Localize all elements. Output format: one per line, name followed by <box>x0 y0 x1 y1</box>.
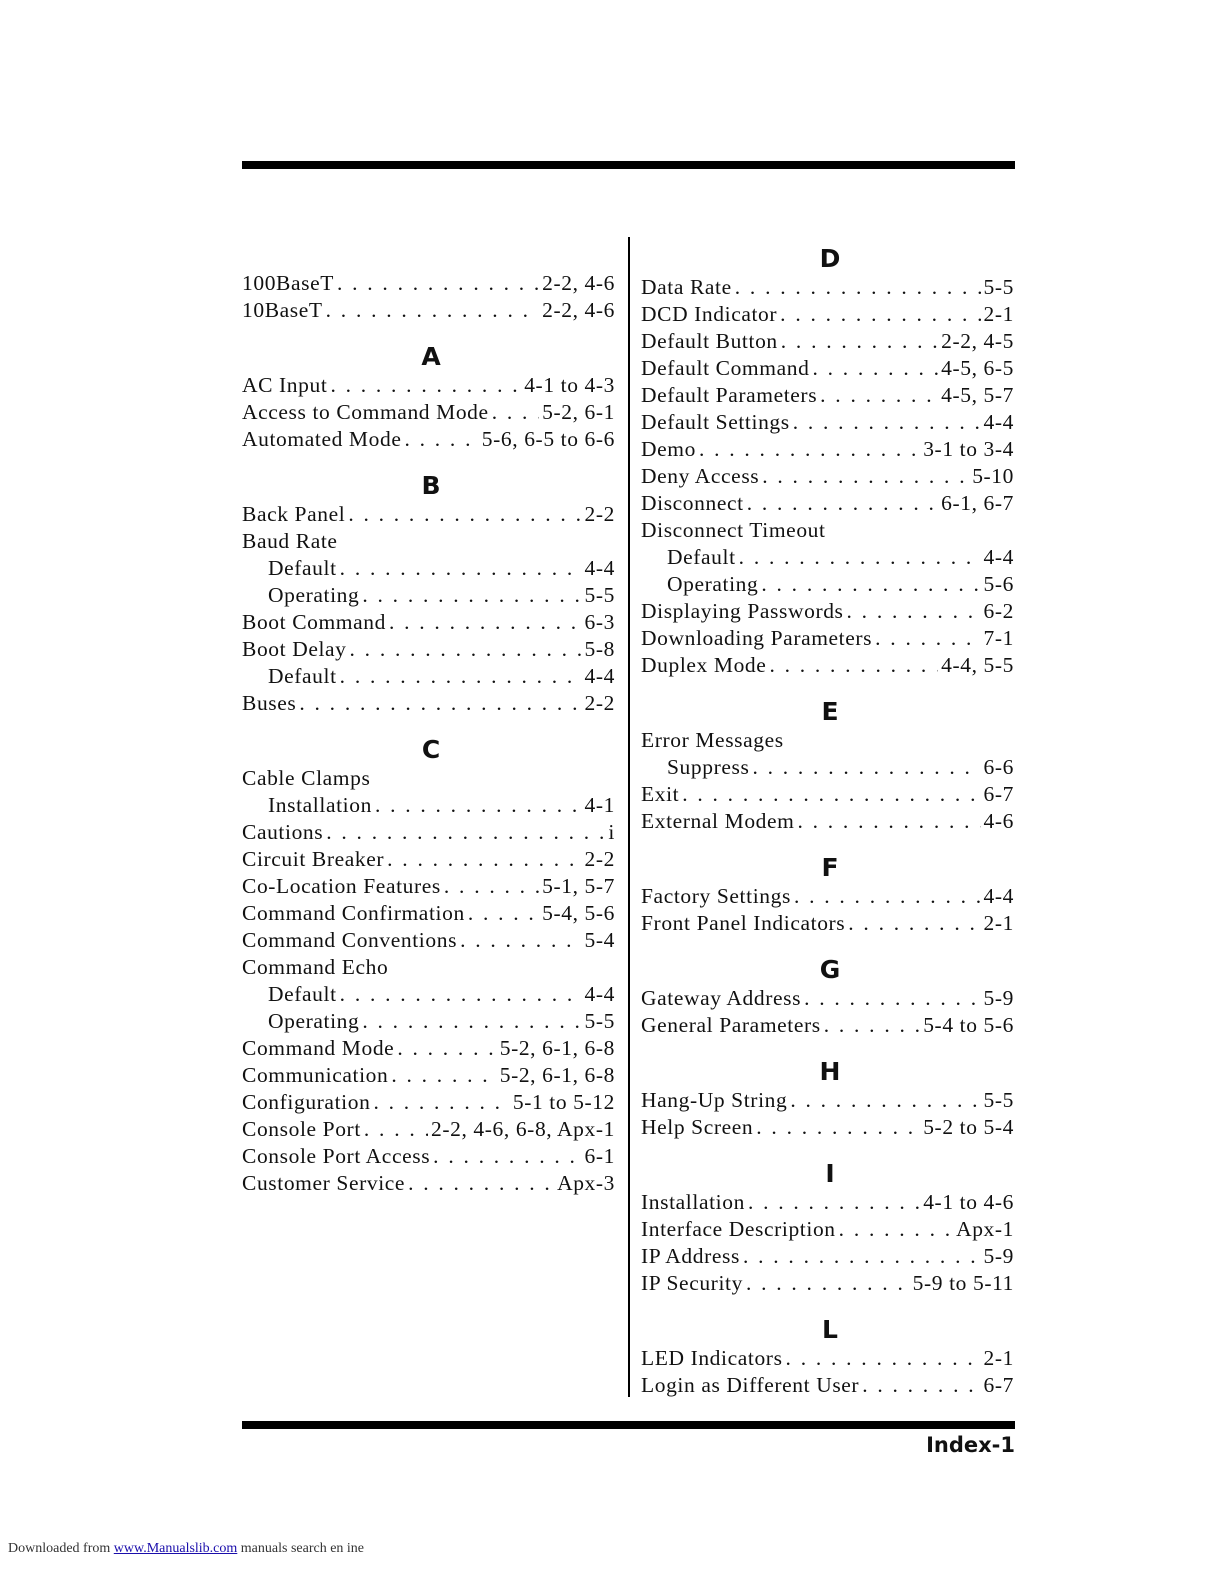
dot-leader <box>444 873 539 900</box>
index-entry <box>242 528 615 555</box>
index-term: Displaying Passwords <box>641 599 844 623</box>
index-column-left <box>242 270 615 1197</box>
index-pages: 6-6 <box>983 755 1014 779</box>
index-term: Default Settings <box>641 410 790 434</box>
index-pages: i <box>608 820 615 844</box>
dot-leader <box>340 555 582 582</box>
page-number: Index-1 <box>926 1433 1015 1457</box>
download-footer <box>8 1541 364 1557</box>
index-entry <box>242 765 615 792</box>
index-term: Hang-Up String <box>641 1088 788 1112</box>
index-term: Circuit Breaker <box>242 847 385 871</box>
index-pages: 5-2, 6-1 <box>542 400 615 424</box>
index-term: Default Command <box>641 356 810 380</box>
index-term: Boot Delay <box>242 637 347 661</box>
index-entry <box>242 636 615 663</box>
index-term: Command Mode <box>242 1036 395 1060</box>
index-entry <box>242 426 615 453</box>
index-pages: 5-6 <box>983 572 1014 596</box>
index-pages: 4-4 <box>584 982 615 1006</box>
index-term: Downloading Parameters <box>641 626 873 650</box>
index-pages: 2-1 <box>983 911 1014 935</box>
index-pages: Apx-1 <box>956 1217 1014 1241</box>
dot-leader <box>847 598 981 625</box>
dot-leader <box>375 792 582 819</box>
dot-leader <box>460 927 581 954</box>
index-entry <box>641 1114 1014 1141</box>
index-pages: 5-10 <box>972 464 1014 488</box>
index-term: Console Port <box>242 1117 361 1141</box>
dot-leader <box>389 609 582 636</box>
index-entry <box>641 910 1014 937</box>
index-entry <box>641 382 1014 409</box>
index-entry <box>641 598 1014 625</box>
index-term: Front Panel Indicators <box>641 911 846 935</box>
index-term: Operating <box>268 1009 360 1033</box>
index-entry <box>242 372 615 399</box>
index-entry <box>641 274 1014 301</box>
dot-leader <box>299 690 581 717</box>
index-term: Command Confirmation <box>242 901 465 925</box>
dot-leader <box>340 663 582 690</box>
index-subentry <box>242 792 615 819</box>
dot-leader <box>743 1243 981 1270</box>
dot-leader <box>699 436 920 463</box>
index-term: Operating <box>268 583 360 607</box>
dot-leader <box>330 372 521 399</box>
index-pages: Apx-3 <box>557 1171 615 1195</box>
index-entry <box>641 883 1014 910</box>
index-term: Configuration <box>242 1090 371 1114</box>
section-letter-c: C <box>421 735 441 764</box>
index-term: External Modem <box>641 809 795 833</box>
index-pages: 5-2 to 5-4 <box>923 1115 1014 1139</box>
section-letter-h: H <box>819 1057 841 1086</box>
index-pages: 2-2, 4-6 <box>542 271 615 295</box>
dot-leader <box>752 754 980 781</box>
index-entry <box>641 1372 1014 1399</box>
index-pages: 4-4, 5-5 <box>941 653 1014 677</box>
index-entry <box>242 1170 615 1197</box>
index-subentry <box>242 663 615 690</box>
index-term: Co-Location Features <box>242 874 441 898</box>
index-term: Deny Access <box>641 464 760 488</box>
index-subentry <box>641 754 1014 781</box>
index-pages: 2-1 <box>983 1346 1014 1370</box>
index-term: 10BaseT <box>242 298 323 322</box>
index-pages: 2-2 <box>584 502 615 526</box>
index-term: Help Screen <box>641 1115 754 1139</box>
dot-leader <box>748 1189 920 1216</box>
index-entry <box>242 1035 615 1062</box>
dot-leader <box>362 1008 581 1035</box>
index-entry <box>242 819 615 846</box>
dot-leader <box>433 1143 581 1170</box>
index-term: Communication <box>242 1063 389 1087</box>
index-entry <box>242 1116 615 1143</box>
index-pages: 2-2 <box>584 847 615 871</box>
index-entry <box>242 873 615 900</box>
section-letter-d: D <box>819 244 841 273</box>
index-term: Disconnect <box>641 491 744 515</box>
index-term: Default <box>268 556 337 580</box>
index-pages: 4-4 <box>584 556 615 580</box>
index-entry <box>641 781 1014 808</box>
index-entry <box>242 609 615 636</box>
index-term: Back Panel <box>242 502 346 526</box>
index-entry <box>641 1345 1014 1372</box>
index-entry <box>242 927 615 954</box>
dot-leader <box>364 1116 428 1143</box>
index-subentry <box>242 582 615 609</box>
dot-leader <box>682 781 980 808</box>
index-term: Error Messages <box>641 728 784 752</box>
dot-leader <box>812 355 938 382</box>
index-subentry <box>242 981 615 1008</box>
index-pages: 4-6 <box>983 809 1014 833</box>
index-term: Cable Clamps <box>242 766 371 790</box>
index-pages: 5-5 <box>584 1009 615 1033</box>
section-letter-l: L <box>822 1315 838 1344</box>
index-term: Disconnect Timeout <box>641 518 826 542</box>
index-term: Default <box>268 664 337 688</box>
dot-leader <box>468 900 539 927</box>
dot-leader <box>875 625 980 652</box>
dot-leader <box>350 636 582 663</box>
index-entry <box>641 1243 1014 1270</box>
dot-leader <box>794 883 981 910</box>
index-pages: 5-5 <box>983 1088 1014 1112</box>
index-pages: 6-1, 6-7 <box>941 491 1014 515</box>
index-term: Default Parameters <box>641 383 818 407</box>
index-entry <box>641 985 1014 1012</box>
dot-leader <box>326 819 605 846</box>
index-pages: 2-2, 4-5 <box>941 329 1014 353</box>
index-pages: 6-1 <box>584 1144 615 1168</box>
index-pages: 2-2, 4-6 <box>542 298 615 322</box>
index-pages: 4-4 <box>983 410 1014 434</box>
index-column-right <box>641 244 1014 1399</box>
index-term: 100BaseT <box>242 271 334 295</box>
index-pages: 2-2, 4-6, 6-8, Apx-1 <box>431 1117 615 1141</box>
index-pages: 4-1 <box>584 793 615 817</box>
index-term: General Parameters <box>641 1013 821 1037</box>
index-term: DCD Indicator <box>641 302 778 326</box>
index-pages: 5-2, 6-1, 6-8 <box>499 1036 615 1060</box>
index-pages: 4-5, 5-7 <box>941 383 1014 407</box>
index-term: Login as Different User <box>641 1373 860 1397</box>
section-letter-f: F <box>821 853 839 882</box>
index-term: Buses <box>242 691 297 715</box>
index-pages: 5-4 <box>584 928 615 952</box>
dot-leader <box>348 501 581 528</box>
index-term: Operating <box>667 572 759 596</box>
index-entry <box>641 625 1014 652</box>
index-subentry <box>641 544 1014 571</box>
index-entry <box>641 1087 1014 1114</box>
index-term: Command Conventions <box>242 928 458 952</box>
dot-leader <box>746 1270 910 1297</box>
index-term: Console Port Access <box>242 1144 431 1168</box>
dot-leader <box>793 409 981 436</box>
dot-leader <box>797 808 980 835</box>
index-pages: 3-1 to 3-4 <box>923 437 1014 461</box>
dot-leader <box>373 1089 509 1116</box>
index-pages: 6-2 <box>983 599 1014 623</box>
index-term: Default <box>268 982 337 1006</box>
dot-leader <box>747 490 938 517</box>
index-entry <box>641 409 1014 436</box>
index-term: Interface Description <box>641 1217 836 1241</box>
index-pages: 6-7 <box>983 1373 1014 1397</box>
index-term: Suppress <box>667 755 750 779</box>
dot-leader <box>340 981 582 1008</box>
index-term: Default Button <box>641 329 778 353</box>
dot-leader <box>761 571 980 598</box>
dot-leader <box>790 1087 980 1114</box>
index-entry <box>242 690 615 717</box>
index-entry <box>242 900 615 927</box>
index-entry <box>641 436 1014 463</box>
index-entry <box>242 1089 615 1116</box>
dot-leader <box>337 270 539 297</box>
bottom-rule <box>242 1421 1015 1429</box>
dot-leader <box>735 274 981 301</box>
index-term: Exit <box>641 782 680 806</box>
index-term: LED Indicators <box>641 1346 783 1370</box>
index-entry <box>641 808 1014 835</box>
index-pages: 5-9 <box>983 986 1014 1010</box>
dot-leader <box>326 297 539 324</box>
index-entry <box>242 501 615 528</box>
index-entry <box>641 490 1014 517</box>
index-term: Gateway Address <box>641 986 802 1010</box>
index-term: Cautions <box>242 820 324 844</box>
index-pages: 5-9 to 5-11 <box>912 1271 1014 1295</box>
index-pages: 4-4 <box>983 884 1014 908</box>
section-letter-i: I <box>825 1159 835 1188</box>
dot-leader <box>780 301 980 328</box>
index-pages: 7-1 <box>983 626 1014 650</box>
dot-leader <box>492 399 539 426</box>
index-term: IP Security <box>641 1271 743 1295</box>
dot-leader <box>786 1345 981 1372</box>
dot-leader <box>839 1216 953 1243</box>
index-pages: 5-4 to 5-6 <box>923 1013 1014 1037</box>
index-entry <box>242 399 615 426</box>
index-pages: 4-1 to 4-6 <box>923 1190 1014 1214</box>
dot-leader <box>820 382 938 409</box>
index-entry <box>641 1012 1014 1039</box>
index-entry <box>641 301 1014 328</box>
index-entry <box>242 954 615 981</box>
index-term: Baud Rate <box>242 529 338 553</box>
index-term: Demo <box>641 437 696 461</box>
index-entry <box>641 328 1014 355</box>
column-divider <box>628 237 630 1397</box>
section-letter-a: A <box>421 342 441 371</box>
index-entry <box>641 652 1014 679</box>
index-term: IP Address <box>641 1244 740 1268</box>
index-entry <box>242 1062 615 1089</box>
index-entry <box>242 297 615 324</box>
index-entry <box>641 1216 1014 1243</box>
dot-leader <box>739 544 981 571</box>
dot-leader <box>862 1372 980 1399</box>
index-term: Installation <box>641 1190 745 1214</box>
index-pages: 4-4 <box>584 664 615 688</box>
index-subentry <box>242 555 615 582</box>
index-term: Access to Command Mode <box>242 400 489 424</box>
index-entry <box>242 270 615 297</box>
dot-leader <box>387 846 581 873</box>
index-pages: 5-1 to 5-12 <box>512 1090 615 1114</box>
dot-leader <box>408 1170 554 1197</box>
dot-leader <box>769 652 938 679</box>
index-entry <box>641 727 1014 754</box>
index-term: Duplex Mode <box>641 653 767 677</box>
index-term: Command Echo <box>242 955 389 979</box>
index-entry <box>641 1270 1014 1297</box>
dot-leader <box>362 582 581 609</box>
index-pages: 4-5, 6-5 <box>941 356 1014 380</box>
index-pages: 5-5 <box>983 275 1014 299</box>
index-term: Automated Mode <box>242 427 402 451</box>
index-pages: 5-8 <box>584 637 615 661</box>
index-pages: 2-2 <box>584 691 615 715</box>
index-pages: 2-1 <box>983 302 1014 326</box>
dot-leader <box>848 910 980 937</box>
dot-leader <box>397 1035 496 1062</box>
dot-leader <box>824 1012 920 1039</box>
footer-suffix: manuals search en ine <box>240 1541 365 1556</box>
index-term: AC Input <box>242 373 328 397</box>
index-pages: 6-7 <box>983 782 1014 806</box>
index-pages: 5-4, 5-6 <box>542 901 615 925</box>
index-pages: 5-2, 6-1, 6-8 <box>499 1063 615 1087</box>
index-pages: 5-5 <box>584 583 615 607</box>
index-entry <box>641 517 1014 544</box>
manualslib-link[interactable]: www.Manualslib.com <box>113 1541 238 1556</box>
index-pages: 4-1 to 4-3 <box>524 373 615 397</box>
index-term: Default <box>667 545 736 569</box>
index-subentry <box>242 1008 615 1035</box>
section-letter-e: E <box>821 697 839 726</box>
footer-prefix: Downloaded from <box>8 1541 111 1556</box>
dot-leader <box>804 985 980 1012</box>
index-term: Factory Settings <box>641 884 791 908</box>
dot-leader <box>762 463 969 490</box>
index-entry <box>641 355 1014 382</box>
index-entry <box>242 1143 615 1170</box>
dot-leader <box>391 1062 496 1089</box>
index-term: Boot Command <box>242 610 386 634</box>
index-term: Installation <box>268 793 372 817</box>
dot-leader <box>756 1114 920 1141</box>
index-entry <box>641 1189 1014 1216</box>
index-term: Data Rate <box>641 275 732 299</box>
index-pages: 4-4 <box>983 545 1014 569</box>
dot-leader <box>781 328 938 355</box>
index-entry <box>242 846 615 873</box>
index-subentry <box>641 571 1014 598</box>
index-pages: 6-3 <box>584 610 615 634</box>
index-pages: 5-9 <box>983 1244 1014 1268</box>
section-letter-g: G <box>819 955 841 984</box>
section-letter-b: B <box>421 471 441 500</box>
dot-leader <box>404 426 478 453</box>
top-rule <box>242 161 1015 169</box>
index-pages: 5-6, 6-5 to 6-6 <box>481 427 615 451</box>
index-term: Customer Service <box>242 1171 406 1195</box>
index-entry <box>641 463 1014 490</box>
index-pages: 5-1, 5-7 <box>542 874 615 898</box>
